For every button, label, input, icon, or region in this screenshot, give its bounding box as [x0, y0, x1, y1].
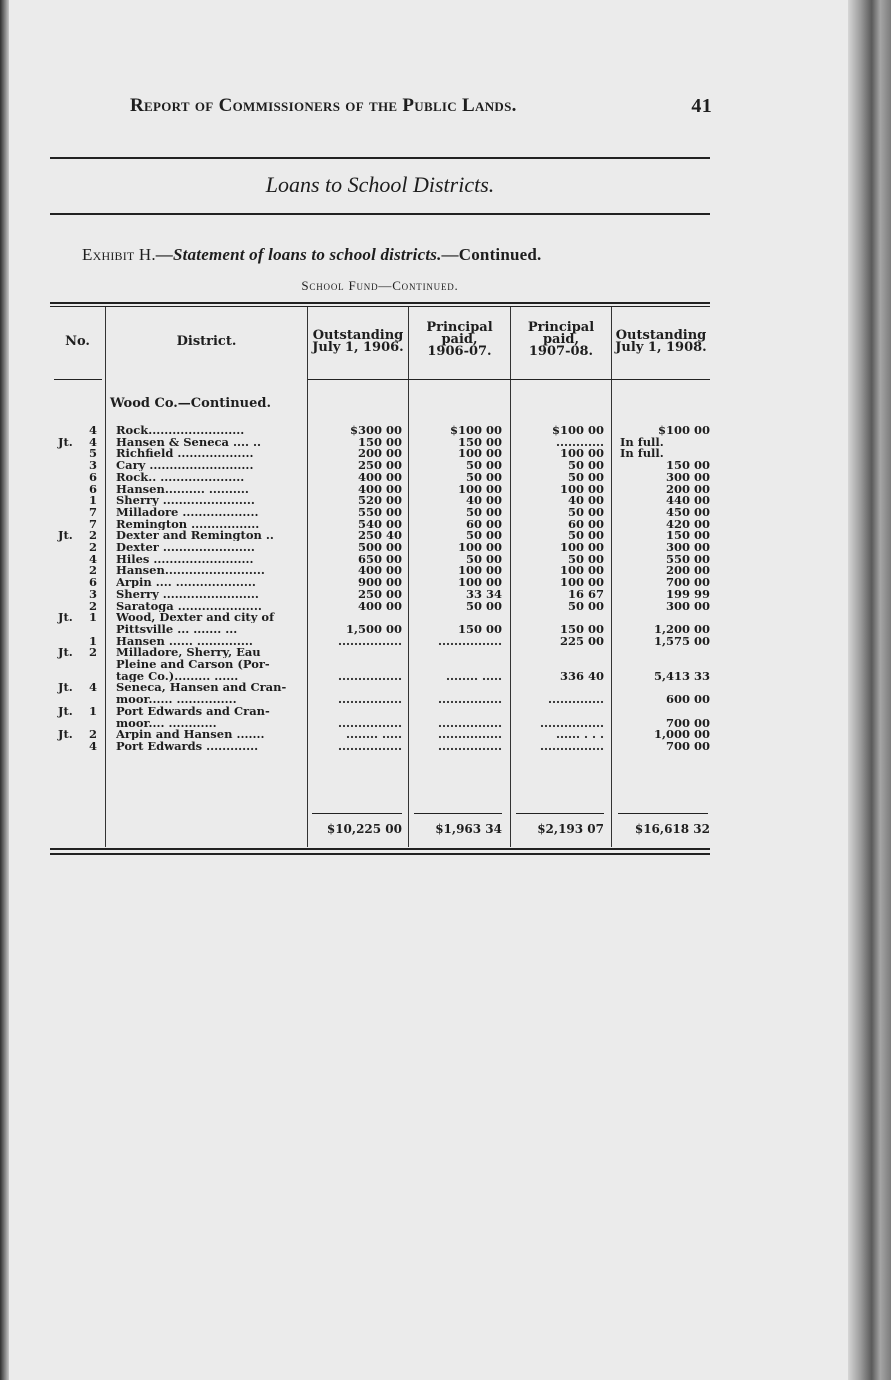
total-rule-3 [516, 813, 604, 814]
page-left-shadow [0, 0, 9, 1380]
row-principal-1907-08: 50 00 [567, 598, 604, 613]
row-principal-1907-08: .............. [547, 692, 604, 707]
row-prefix: Jt. [58, 680, 73, 695]
row-outstanding-1906: 550 00 [357, 504, 402, 519]
row-principal-1906-07: ........ ..... [445, 668, 502, 683]
row-outstanding-1906: 1,500 00 [345, 621, 402, 636]
row-district: Milladore, Sherry, Eau [116, 646, 261, 659]
row-principal-1907-08: 225 00 [559, 633, 604, 648]
table-bottom-rule-2 [50, 853, 710, 855]
exhibit-caption [82, 245, 722, 265]
row-principal-1906-07: ................ [437, 692, 502, 707]
row-principal-1906-07: $100 00 [449, 423, 502, 437]
row-prefix: Jt. [58, 727, 73, 742]
row-principal-1907-08: 50 00 [567, 528, 604, 543]
page-number: 41 [691, 95, 712, 117]
row-principal-1906-07: 50 00 [465, 528, 502, 543]
fund-subheading: School Fund—Continued. [301, 278, 459, 293]
col-header-outstanding-1908-line1: Outstanding [615, 328, 707, 343]
col-header-principal-1906-07-line2: paid, [441, 332, 478, 347]
row-outstanding-1908: 199 99 [665, 586, 710, 601]
row-principal-1907-08: 60 00 [567, 516, 604, 531]
row-number: 6 [88, 481, 97, 496]
row-outstanding-1906: 400 00 [357, 598, 402, 613]
row-outstanding-1908: 150 00 [665, 458, 710, 473]
row-outstanding-1906: 400 00 [357, 563, 402, 578]
row-district: Sherry ....................... [116, 494, 255, 507]
row-outstanding-1906: 250 00 [357, 586, 402, 601]
row-principal-1906-07: 50 00 [465, 458, 502, 473]
row-outstanding-1908: 600 00 [665, 692, 710, 707]
row-principal-1906-07: 50 00 [465, 598, 502, 613]
row-number: 4 [88, 423, 97, 437]
row-principal-1907-08: 100 00 [559, 575, 604, 590]
row-outstanding-1908: 150 00 [665, 528, 710, 543]
row-number: 4 [88, 738, 97, 753]
row-principal-1907-08: 50 00 [567, 469, 604, 484]
running-header [130, 95, 712, 121]
row-district: Pittsville ... ....... ... [116, 622, 238, 635]
row-district: Remington ................. [116, 517, 260, 530]
total-rule-2 [414, 813, 502, 814]
table-row [50, 588, 710, 600]
col-header-principal-1906-07 [409, 322, 510, 358]
row-district: Hiles ......................... [116, 552, 254, 565]
row-principal-1906-07: 40 00 [465, 493, 502, 508]
book-binding-edge [848, 0, 891, 1380]
row-principal-1906-07: 33 34 [465, 586, 502, 601]
row-principal-1907-08: 336 40 [559, 668, 604, 683]
row-district: Milladore ................... [116, 505, 259, 518]
row-outstanding-1908: 700 00 [665, 575, 710, 590]
col-header-outstanding-1908-line2: July 1, 1908. [615, 340, 707, 355]
row-outstanding-1908: 550 00 [665, 551, 710, 566]
row-number: 2 [88, 727, 97, 742]
col-header-principal-1907-08 [511, 322, 611, 358]
header-rule-values [308, 379, 710, 380]
row-number: 4 [88, 551, 97, 566]
row-district: moor.... ............ [116, 716, 217, 729]
col-header-principal-1906-07-line3: 1906-07. [427, 344, 492, 359]
header-title: Report of Commissioners of the Public Lands. [130, 95, 517, 116]
row-district: Arpin and Hansen ....... [116, 728, 265, 741]
row-number: 2 [88, 598, 97, 613]
row-principal-1907-08: 100 00 [559, 540, 604, 554]
row-number: 2 [88, 645, 97, 660]
row-prefix: Jt. [58, 645, 73, 660]
row-outstanding-1908: 1,000 00 [653, 727, 710, 742]
row-outstanding-1908: 300 00 [665, 469, 710, 484]
row-outstanding-1908: 1,200 00 [653, 621, 710, 636]
row-principal-1907-08: 100 00 [559, 446, 604, 461]
table-row [50, 670, 710, 682]
row-outstanding-1906: 250 00 [357, 458, 402, 473]
loans-table [50, 300, 710, 856]
row-principal-1906-07: 150 00 [457, 434, 502, 449]
row-number: 5 [88, 446, 97, 461]
row-number: 1 [88, 493, 97, 508]
total-rule-4 [618, 813, 708, 814]
table-top-rule-1 [50, 302, 710, 304]
row-number: 2 [88, 540, 97, 554]
row-prefix: Jt. [58, 528, 73, 543]
row-number: 4 [88, 434, 97, 449]
row-district: Arpin .... .................... [116, 576, 256, 589]
row-principal-1906-07: ................ [437, 715, 502, 730]
row-outstanding-1908: 300 00 [665, 598, 710, 613]
row-outstanding-1906: 400 00 [357, 481, 402, 496]
total-outstanding-1908: $16,618 32 [634, 822, 710, 836]
row-outstanding-1906: ................ [337, 692, 402, 707]
row-outstanding-1908-note: In full. [620, 434, 664, 449]
col-header-district: District. [176, 334, 237, 349]
total-principal-1907-08: $2,193 07 [537, 822, 604, 836]
row-outstanding-1906: 540 00 [357, 516, 402, 531]
row-district: Pleine and Carson (Por- [116, 658, 270, 670]
section-title: Loans to School Districts. [265, 172, 495, 197]
row-number: 1 [88, 610, 97, 625]
col-header-principal-1907-08-line1: Principal [527, 320, 595, 335]
row-district: tage Co.)......... ...... [116, 669, 239, 682]
col-header-outstanding-1906 [307, 330, 409, 354]
row-principal-1906-07: ................ [437, 738, 502, 753]
row-district: Port Edwards ............. [116, 739, 259, 752]
row-outstanding-1906: 250 40 [357, 528, 402, 543]
row-district: Rock........................ [116, 424, 245, 436]
row-district: Hansen.......... .......... [116, 482, 249, 495]
table-row [50, 635, 710, 647]
table-bottom-rule-1 [50, 848, 710, 850]
table-row [50, 600, 710, 612]
col-header-outstanding-1908 [612, 330, 710, 354]
row-outstanding-1908: 450 00 [665, 504, 710, 519]
row-principal-1906-07: 100 00 [457, 575, 502, 590]
row-district: Saratoga ..................... [116, 599, 262, 612]
row-principal-1907-08: ................ [539, 738, 604, 753]
row-principal-1906-07: 50 00 [465, 469, 502, 484]
row-outstanding-1908: 420 00 [665, 516, 710, 531]
row-district: Seneca, Hansen and Cran- [116, 681, 287, 694]
row-district: Cary .......................... [116, 459, 254, 472]
row-principal-1907-08: 50 00 [567, 551, 604, 566]
row-number: 4 [88, 680, 97, 695]
row-district: Port Edwards and Cran- [116, 704, 270, 717]
header-rule-no [54, 379, 102, 380]
table-row [50, 471, 710, 483]
exhibit-lead: Exhibit H. [82, 245, 156, 264]
row-outstanding-1906: 500 00 [357, 540, 402, 554]
row-number: 3 [88, 458, 97, 473]
exhibit-continued: —Continued. [441, 245, 542, 264]
row-district: Hansen......................... [116, 564, 265, 577]
row-principal-1907-08: 50 00 [567, 458, 604, 473]
row-principal-1906-07: ................ [437, 727, 502, 742]
row-principal-1906-07: 50 00 [465, 551, 502, 566]
table-row [50, 646, 710, 658]
col-header-principal-1907-08-line2: paid, [542, 332, 580, 347]
row-principal-1906-07: 100 00 [457, 481, 502, 496]
row-principal-1907-08: 150 00 [559, 621, 604, 636]
rule-top [50, 157, 710, 159]
row-principal-1906-07: ................ [437, 633, 502, 648]
row-outstanding-1906: ........ ..... [345, 727, 402, 742]
rule-section-bottom [50, 213, 710, 215]
row-number: 2 [88, 528, 97, 543]
row-outstanding-1908: $100 00 [657, 423, 710, 437]
row-district: Rock.. ..................... [116, 470, 245, 483]
row-principal-1907-08: ...... . . . [555, 727, 604, 742]
row-outstanding-1908: 700 00 [665, 738, 710, 753]
row-principal-1906-07: 150 00 [457, 621, 502, 636]
row-principal-1907-08: 100 00 [559, 563, 604, 578]
row-principal-1906-07: 100 00 [457, 563, 502, 578]
row-principal-1906-07: 100 00 [457, 540, 502, 554]
row-number: 2 [88, 563, 97, 578]
row-outstanding-1906: 900 00 [357, 575, 402, 590]
row-district: Dexter ....................... [116, 541, 255, 553]
row-district: Wood, Dexter and city of [116, 611, 275, 624]
total-rule-1 [312, 813, 402, 814]
table-row [50, 740, 710, 752]
row-outstanding-1908-note: In full. [620, 446, 664, 461]
exhibit-statement: —Statement of loans to school districts. [155, 245, 442, 264]
row-outstanding-1906: 520 00 [357, 493, 402, 508]
table-row [50, 705, 710, 717]
col-header-no: No. [65, 334, 90, 349]
row-principal-1906-07: 60 00 [465, 516, 502, 531]
row-outstanding-1906: ................ [337, 668, 402, 683]
row-outstanding-1908: 5,413 33 [653, 668, 710, 683]
col-header-principal-1906-07-line1: Principal [426, 320, 493, 335]
row-number: 6 [88, 469, 97, 484]
row-number: 1 [88, 703, 97, 718]
row-outstanding-1908: 1,575 00 [653, 633, 710, 648]
row-principal-1906-07: 100 00 [457, 446, 502, 461]
row-principal-1907-08: 100 00 [559, 481, 604, 496]
row-outstanding-1908: 200 00 [665, 481, 710, 496]
row-number: 3 [88, 586, 97, 601]
row-outstanding-1906: 400 00 [357, 469, 402, 484]
row-district: Hansen & Seneca .... .. [116, 435, 262, 448]
row-principal-1907-08: 50 00 [567, 504, 604, 519]
row-principal-1907-08: ................ [539, 715, 604, 730]
row-outstanding-1908: 300 00 [665, 540, 710, 554]
row-number: 7 [88, 516, 97, 531]
col-header-principal-1907-08-line3: 1907-08. [528, 344, 594, 359]
row-outstanding-1906: ................ [337, 633, 402, 648]
row-principal-1906-07: 50 00 [465, 504, 502, 519]
row-principal-1907-08: $100 00 [551, 423, 604, 437]
row-principal-1907-08: ............ [555, 434, 604, 449]
row-outstanding-1906: 650 00 [357, 551, 402, 566]
row-district: Richfield ................... [116, 447, 254, 460]
row-district: Hansen ...... .............. [116, 634, 253, 647]
group-label: Wood Co.—Continued. [110, 396, 272, 411]
row-outstanding-1906: 150 00 [357, 434, 402, 449]
row-outstanding-1906: ................ [337, 738, 402, 753]
totals-row [50, 822, 710, 836]
row-outstanding-1906: $300 00 [349, 423, 402, 437]
row-prefix: Jt. [58, 434, 73, 449]
row-district: moor...... ............... [116, 693, 237, 706]
col-header-outstanding-1906-line2: July 1, 1906. [312, 340, 404, 355]
table-row [50, 693, 710, 705]
total-outstanding-1906: $10,225 00 [326, 822, 402, 836]
row-outstanding-1908: 700 00 [665, 715, 710, 730]
total-principal-1906-07: $1,963 34 [435, 822, 502, 836]
row-number: 6 [88, 575, 97, 590]
row-outstanding-1908: 440 00 [665, 493, 710, 508]
row-prefix: Jt. [58, 610, 73, 625]
col-header-outstanding-1906-line1: Outstanding [312, 328, 404, 343]
row-outstanding-1906: ................ [337, 715, 402, 730]
row-outstanding-1908: 200 00 [665, 563, 710, 578]
row-outstanding-1906: 200 00 [357, 446, 402, 461]
row-district: Dexter and Remington .. [116, 529, 274, 542]
row-number: 7 [88, 504, 97, 519]
row-principal-1907-08: 40 00 [567, 493, 604, 508]
row-prefix: Jt. [58, 703, 73, 718]
row-district: Sherry ........................ [116, 587, 259, 600]
row-number: 1 [88, 633, 97, 648]
row-principal-1907-08: 16 67 [567, 586, 604, 601]
